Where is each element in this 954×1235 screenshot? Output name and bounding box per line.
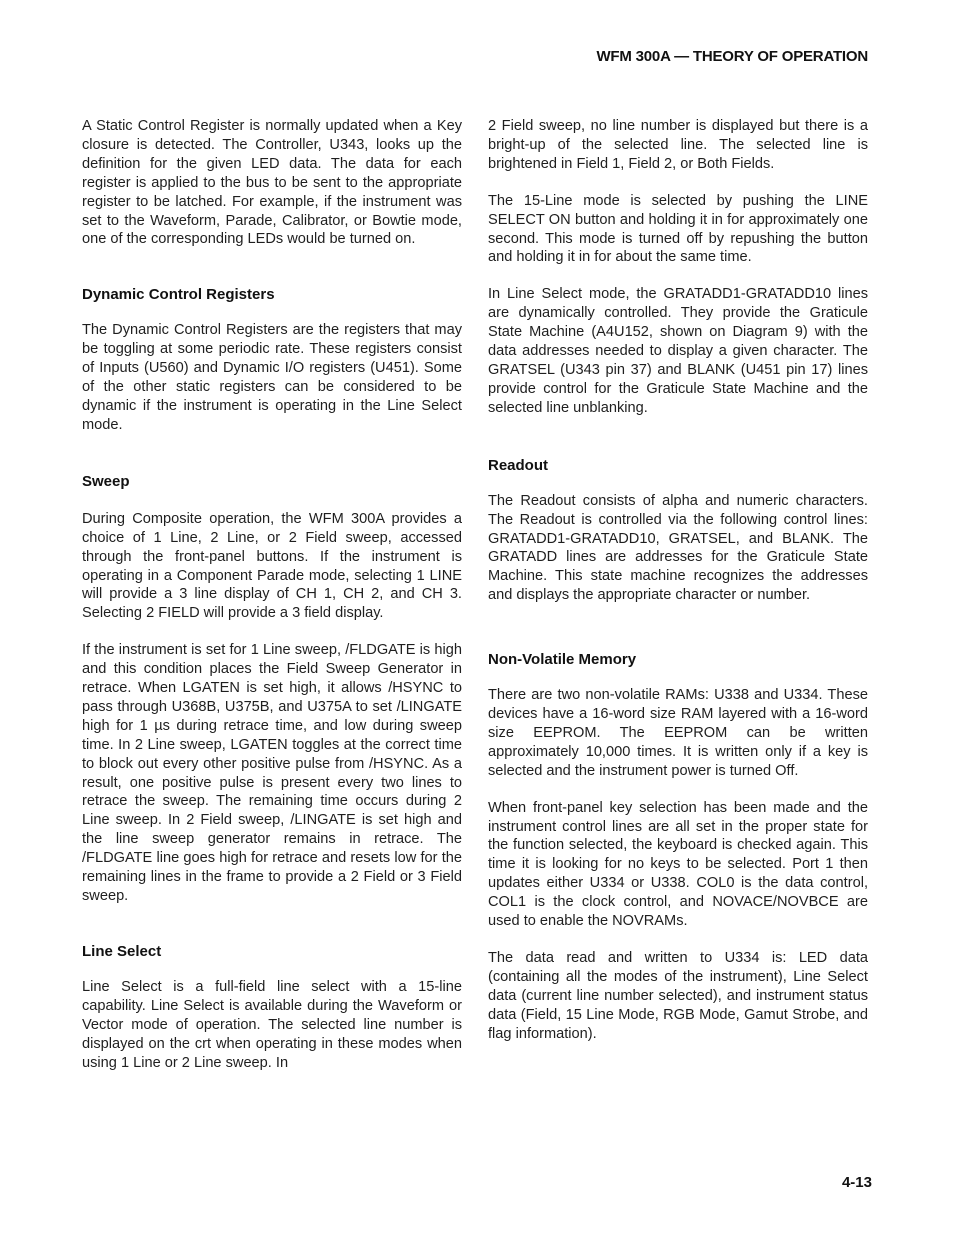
paragraph-sweep-line: If the instrument is set for 1 Line sweep, /FLDGATE is high and this condition places the Field Sweep Generator in retrace. When LGATEN is set high, it allows /HSYNC to pass through U368B, U375B, and U375A to set /LINGATE high for 1 µs during retrace time, and low during sweep time. In 2 Line sweep, LGATEN toggles at the correct time to block out every other positive pulse from /HSYNC. As a result, one positive pulse is present every two lines to retrace the sweep. The remaining time occurs during 2 Line sweep. In 2 Field sweep, /LINGATE is set high and the line sweep generator remains in retrace. The /FLDGATE line goes high for retrace and resets low for the remaining lines in the frame to provide a 2 Field or 3 Field sweep. <box>82 642 462 904</box>
right-column <box>488 117 868 1044</box>
paragraph-novram-data: The data read and written to U334 is: LED data (containing all the modes of the instrument), Line Select data (current line number selected), and instrument status data (Field, 15 Line Mode, RGB Mode, Gamut Strobe, and flag information). <box>488 950 868 1042</box>
heading-non-volatile-memory: Non-Volatile Memory <box>488 651 637 669</box>
paragraph-15-line-mode: The 15-Line mode is selected by pushing the LINE SELECT ON button and holding it in for approximately one second. This mode is turned off by repushing the button and holding it in for about the same time. <box>488 192 868 266</box>
paragraph-sweep-composite: During Composite operation, the WFM 300A provides a choice of 1 Line, 2 Line, or 2 Field sweep, accessed through the front-panel buttons. If the instrument is operating in a Component Parade mode, selecting 1 LINE will provide a 3 line display of CH 1, CH 2, and CH 3. Selecting 2 FIELD will provide a 3 field display. <box>82 510 462 622</box>
paragraph-static-registers: A Static Control Register is normally updated when a Key closure is detected. The Controller, U343, looks up the definition for the given LED data. The data for each register is applied to the bus to be sent to the appropriate register to be latched. For example, if the instrument was set to the Waveform, Parade, Calibrator, or Bowtie mode, one of the corresponding LEDs would be turned on. <box>82 118 462 248</box>
page-number: 4-13 <box>841 1174 872 1191</box>
heading-readout: Readout <box>488 456 548 474</box>
paragraph-line-select-continued: 2 Field sweep, no line number is displayed but there is a bright-up of the selected line. The selected line is brightened in Field 1, Field 2, or Both Fields. <box>488 118 868 172</box>
heading-line-select: Line Select <box>82 942 162 960</box>
paragraph-dynamic-registers: The Dynamic Control Registers are the registers that may be toggling at some periodic rate. These registers consist of Inputs (U560) and Dynamic I/O registers (U451). Some of the other static registers can be considered to be dynamic if the instrument is operating in the Line Select mode. <box>82 322 462 433</box>
heading-sweep: Sweep <box>82 472 130 490</box>
running-header: WFM 300A — THEORY OF OPERATION <box>596 48 868 65</box>
heading-dynamic-control-registers: Dynamic Control Registers <box>82 286 275 304</box>
left-column <box>82 117 462 1072</box>
paragraph-novram-devices: There are two non-volatile RAMs: U338 and U334. These devices have a 16-word size RAM layered with a 16-word size EEPROM. The EEPROM can be written approximately 10,000 times. It is written only if a key is selected and the instrument power is turned Off. <box>488 687 868 779</box>
paragraph-novram-update: When front-panel key selection has been made and the instrument control lines are all set in the proper state for the function selected, the keyboard is checked again. This time it is looking for no keys to be selected. Port 1 then updates either U334 or U338. COL0 is the data control, COL1 is the clock control, and NOVACE/NOVBCE are used to enable the NOVRAMs. <box>488 799 868 930</box>
paragraph-line-select-mode: In Line Select mode, the GRATADD1-GRATADD10 lines are dynamically controlled. They provide the Graticule State Machine (A4U152, shown on Diagram 9) with the data addresses needed to display a given character. The GRATSEL (U343 pin 37) and BLANK (U451 pin 17) lines provide control for the Graticule State Machine and the selected line unblanking. <box>488 286 868 416</box>
paragraph-readout: The Readout consists of alpha and numeric characters. The Readout is controlled via the following control lines: GRATADD1-GRATADD10, GRATSEL, and BLANK. The GRATADD lines are addresses for the Graticule State Machine. This state machine recognizes the addresses and displays the appropriate character or number. <box>488 492 868 604</box>
paragraph-line-select: Line Select is a full-field line select with a 15-line capability. Line Select is available during the Waveform or Vector mode of operation. The selected line number is displayed on the crt when operating in these modes when using 1 Line or 2 Line sweep. In <box>82 978 462 1071</box>
